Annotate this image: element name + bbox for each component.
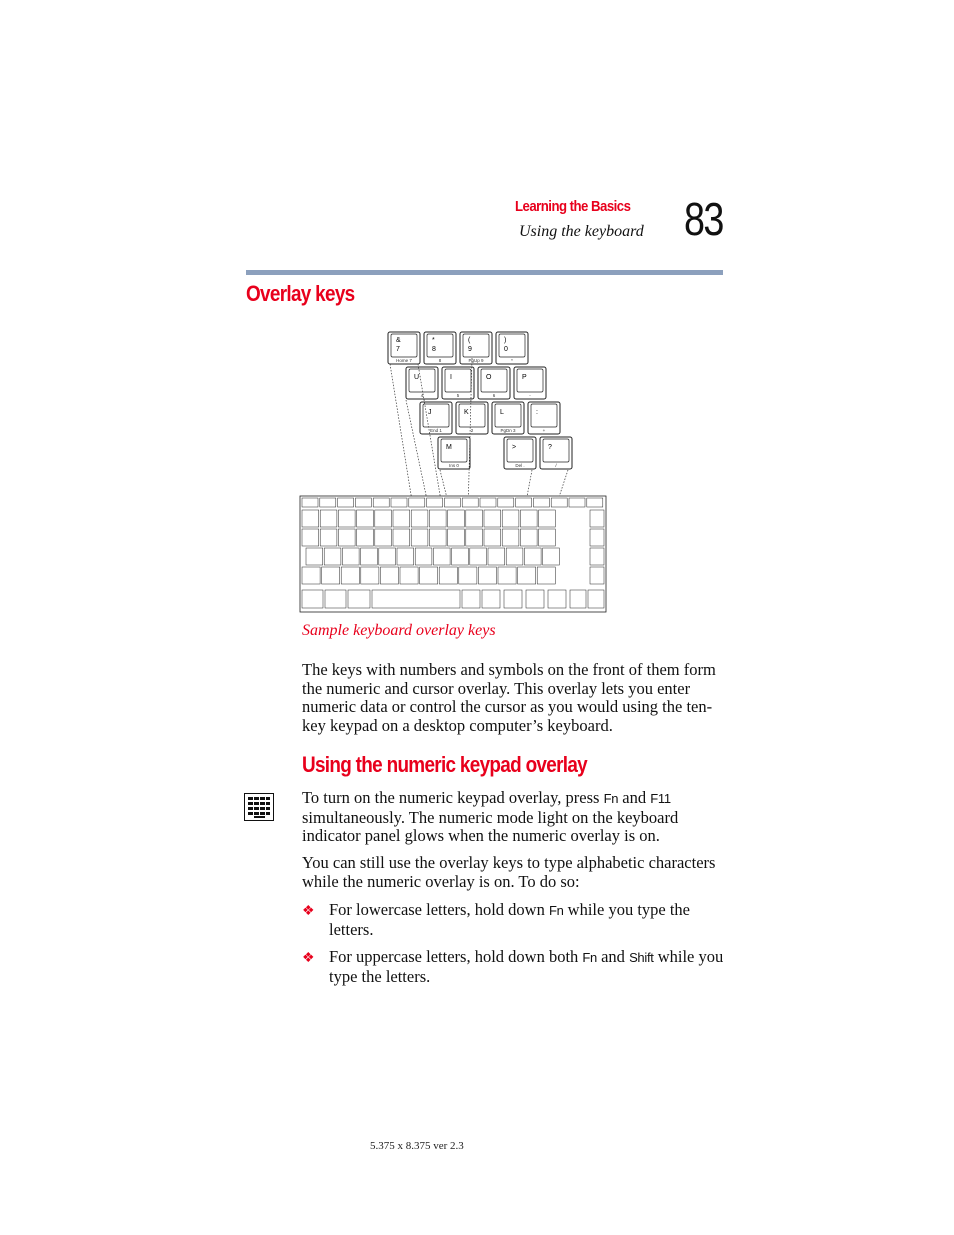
keyboard-key xyxy=(452,548,469,565)
keyboard-key xyxy=(539,510,556,527)
keyboard-key xyxy=(342,548,359,565)
key-overlay-label: Home 7 xyxy=(396,358,412,363)
bullet-uppercase xyxy=(329,948,724,986)
overlay-key xyxy=(492,402,524,434)
keyboard-key xyxy=(306,548,323,565)
function-key xyxy=(462,498,478,507)
fn-key-label: Fn xyxy=(603,791,619,806)
f11-key-label: F11 xyxy=(650,791,671,806)
key-main-label: K xyxy=(464,409,469,416)
key-overlay-label: PgDn 3 xyxy=(500,428,516,433)
keyboard-key xyxy=(338,529,355,546)
overlay-key xyxy=(514,367,546,399)
overlay-key xyxy=(456,402,488,434)
bullet-text: while you type the letters. xyxy=(329,947,724,986)
function-key xyxy=(551,498,567,507)
keyboard-key xyxy=(484,510,501,527)
function-key xyxy=(373,498,389,507)
key-overlay-label: 6 xyxy=(492,393,496,398)
keyboard-key xyxy=(548,590,566,608)
para-text: To turn on the numeric keypad overlay, press xyxy=(302,788,604,807)
keyboard-key xyxy=(324,548,341,565)
keyboard-key xyxy=(393,510,410,527)
function-key xyxy=(302,498,318,507)
bullet-icon: ❖ xyxy=(302,904,315,919)
overlay-key xyxy=(438,437,470,469)
function-key xyxy=(320,498,336,507)
page-number: 83 xyxy=(684,193,723,245)
function-key xyxy=(498,498,514,507)
key-overlay-label: 2 xyxy=(470,428,474,433)
function-key xyxy=(427,498,443,507)
keyboard-key xyxy=(526,590,544,608)
keyboard-key xyxy=(429,529,446,546)
key-shift-symbol: ( xyxy=(468,337,471,344)
keyboard-key xyxy=(502,529,519,546)
overlay-key xyxy=(424,332,456,364)
para-text: simultaneously. The numeric mode light on the keyboard indicator panel glows when the numeric overlay is on. xyxy=(302,807,679,846)
key-main-label: L xyxy=(500,409,504,416)
keyboard-key xyxy=(590,529,604,546)
keyboard-key xyxy=(439,567,457,584)
keyboard-key xyxy=(478,567,496,584)
key-main-label: > xyxy=(512,444,517,451)
keyboard-key xyxy=(411,510,428,527)
header-rule xyxy=(246,270,723,275)
keyboard-key xyxy=(524,548,541,565)
shift-key-label: Shift xyxy=(629,950,654,965)
key-main-label: 7 xyxy=(396,346,400,353)
keyboard-key xyxy=(590,510,604,527)
keyboard-key xyxy=(482,590,500,608)
overlay-key xyxy=(388,332,420,364)
overlay-key xyxy=(420,402,452,434)
bullet-text: For uppercase letters, hold down both xyxy=(329,947,583,966)
keyboard-key xyxy=(520,529,537,546)
keyboard-key xyxy=(397,548,414,565)
numeric-keypad-heading: Using the numeric keypad overlay xyxy=(302,752,588,777)
fn-key-label: Fn xyxy=(582,950,597,965)
overlay-keys-heading: Overlay keys xyxy=(246,281,355,306)
key-main-label: ? xyxy=(548,444,552,451)
figure-caption: Sample keyboard overlay keys xyxy=(302,622,496,639)
keyboard-key xyxy=(539,529,556,546)
keyboard-key xyxy=(570,590,586,608)
keyboard-key xyxy=(341,567,359,584)
keyboard-key xyxy=(415,548,432,565)
running-head-section: Learning the Basics xyxy=(515,198,631,215)
key-overlay-label: 8 xyxy=(438,358,442,363)
keyboard-key xyxy=(357,529,374,546)
key-overlay-label: Ins 0 xyxy=(449,463,459,468)
keyboard-key xyxy=(506,548,523,565)
keyboard-key xyxy=(379,548,396,565)
function-key xyxy=(391,498,407,507)
keyboard-key xyxy=(433,548,450,565)
key-main-label: 0 xyxy=(504,346,508,353)
keyboard-key xyxy=(320,510,337,527)
keyboard-key xyxy=(302,590,323,608)
keyboard-key xyxy=(302,529,319,546)
keyboard-key xyxy=(470,548,487,565)
keyboard-key xyxy=(338,510,355,527)
function-key xyxy=(533,498,549,507)
key-main-label: J xyxy=(428,409,432,416)
keyboard-key xyxy=(361,548,378,565)
function-key xyxy=(409,498,425,507)
keyboard-key xyxy=(375,529,392,546)
bullet-text: while you type the letters. xyxy=(329,900,691,939)
keyboard-key xyxy=(448,529,465,546)
overlay-key xyxy=(540,437,572,469)
keyboard-key xyxy=(411,529,428,546)
paragraph-overlay-intro: The keys with numbers and symbols on the front of them form the numeric and cursor overlay. This overlay lets you enter numeric data or control the cursor as you would using the ten-key keypad on a desktop computer’s keyboard. xyxy=(302,660,716,735)
keyboard-key xyxy=(462,590,480,608)
keyboard-key xyxy=(361,567,379,584)
keyboard-key xyxy=(320,529,337,546)
key-shift-symbol: & xyxy=(396,337,401,344)
overlay-key xyxy=(504,437,536,469)
key-overlay-label: / xyxy=(555,463,557,468)
footer-version: 5.375 x 8.375 ver 2.3 xyxy=(370,1140,464,1152)
keyboard-key xyxy=(372,590,460,608)
key-shift-symbol: * xyxy=(432,337,435,344)
keyboard-key xyxy=(537,567,555,584)
keyboard-key xyxy=(322,567,340,584)
key-overlay-label: - xyxy=(529,393,531,398)
para-text: and xyxy=(618,788,651,807)
key-overlay-label: Del . xyxy=(515,463,525,468)
keyboard-key xyxy=(466,529,483,546)
keyboard-key xyxy=(520,510,537,527)
keyboard-key xyxy=(325,590,346,608)
function-key xyxy=(516,498,532,507)
function-key xyxy=(569,498,585,507)
keyboard-key xyxy=(484,529,501,546)
bullet-text: For lowercase letters, hold down xyxy=(329,900,549,919)
full-keyboard-diagram xyxy=(300,496,606,612)
key-overlay-label: PgUp 9 xyxy=(468,358,484,363)
key-main-label: 8 xyxy=(432,346,436,353)
keyboard-key xyxy=(302,567,320,584)
keyboard-key xyxy=(302,510,319,527)
key-main-label: 9 xyxy=(468,346,472,353)
keyboard-key xyxy=(488,548,505,565)
key-main-label: M xyxy=(446,444,452,451)
keyboard-key xyxy=(393,529,410,546)
keyboard-key xyxy=(543,548,560,565)
overlay-keys-enlarged xyxy=(388,332,572,469)
key-shift-symbol: ) xyxy=(504,337,507,344)
keyboard-key xyxy=(420,567,438,584)
paragraph-alphabetic: You can still use the overlay keys to type alphabetic characters while the numeric overlay is on. To do so: xyxy=(302,853,716,891)
bullet-lowercase xyxy=(329,901,724,939)
keyboard-overlay-figure xyxy=(296,328,611,615)
keyboard-key xyxy=(448,510,465,527)
keyboard-key xyxy=(588,590,604,608)
keyboard-key xyxy=(504,590,522,608)
keyboard-key xyxy=(590,567,604,584)
key-overlay-label: End 1 xyxy=(430,428,442,433)
keyboard-key xyxy=(357,510,374,527)
overlay-key xyxy=(528,402,560,434)
function-key xyxy=(480,498,496,507)
overlay-key xyxy=(406,367,438,399)
keyboard-key xyxy=(498,567,516,584)
keyboard-key xyxy=(590,548,604,565)
keyboard-key xyxy=(429,510,446,527)
function-key xyxy=(444,498,460,507)
key-main-label: O xyxy=(486,374,492,381)
function-key xyxy=(587,498,603,507)
overlay-key xyxy=(460,332,492,364)
key-main-label: I xyxy=(450,374,452,381)
key-overlay-label: * xyxy=(511,358,513,363)
keyboard-key xyxy=(466,510,483,527)
key-main-label: : xyxy=(536,409,538,416)
keyboard-key xyxy=(459,567,477,584)
paragraph-turn-on-overlay xyxy=(302,789,722,846)
key-main-label: P xyxy=(522,374,527,381)
fn-key-label: Fn xyxy=(548,903,564,918)
function-key xyxy=(338,498,354,507)
overlay-key xyxy=(478,367,510,399)
key-overlay-label: + xyxy=(542,428,546,433)
keyboard-key xyxy=(348,590,370,608)
keyboard-key xyxy=(518,567,536,584)
keyboard-key xyxy=(400,567,418,584)
running-head-subsection: Using the keyboard xyxy=(519,223,644,240)
keyboard-key xyxy=(380,567,398,584)
key-main-label: U xyxy=(414,374,420,381)
key-overlay-label: 5 xyxy=(456,393,460,398)
keyboard-key xyxy=(375,510,392,527)
overlay-key xyxy=(442,367,474,399)
overlay-key xyxy=(496,332,528,364)
bullet-icon: ❖ xyxy=(302,951,315,966)
function-key xyxy=(355,498,371,507)
key-overlay-label: 4 xyxy=(420,393,424,398)
bullet-text: and xyxy=(596,947,630,966)
numeric-keypad-icon xyxy=(244,793,274,821)
keyboard-key xyxy=(502,510,519,527)
